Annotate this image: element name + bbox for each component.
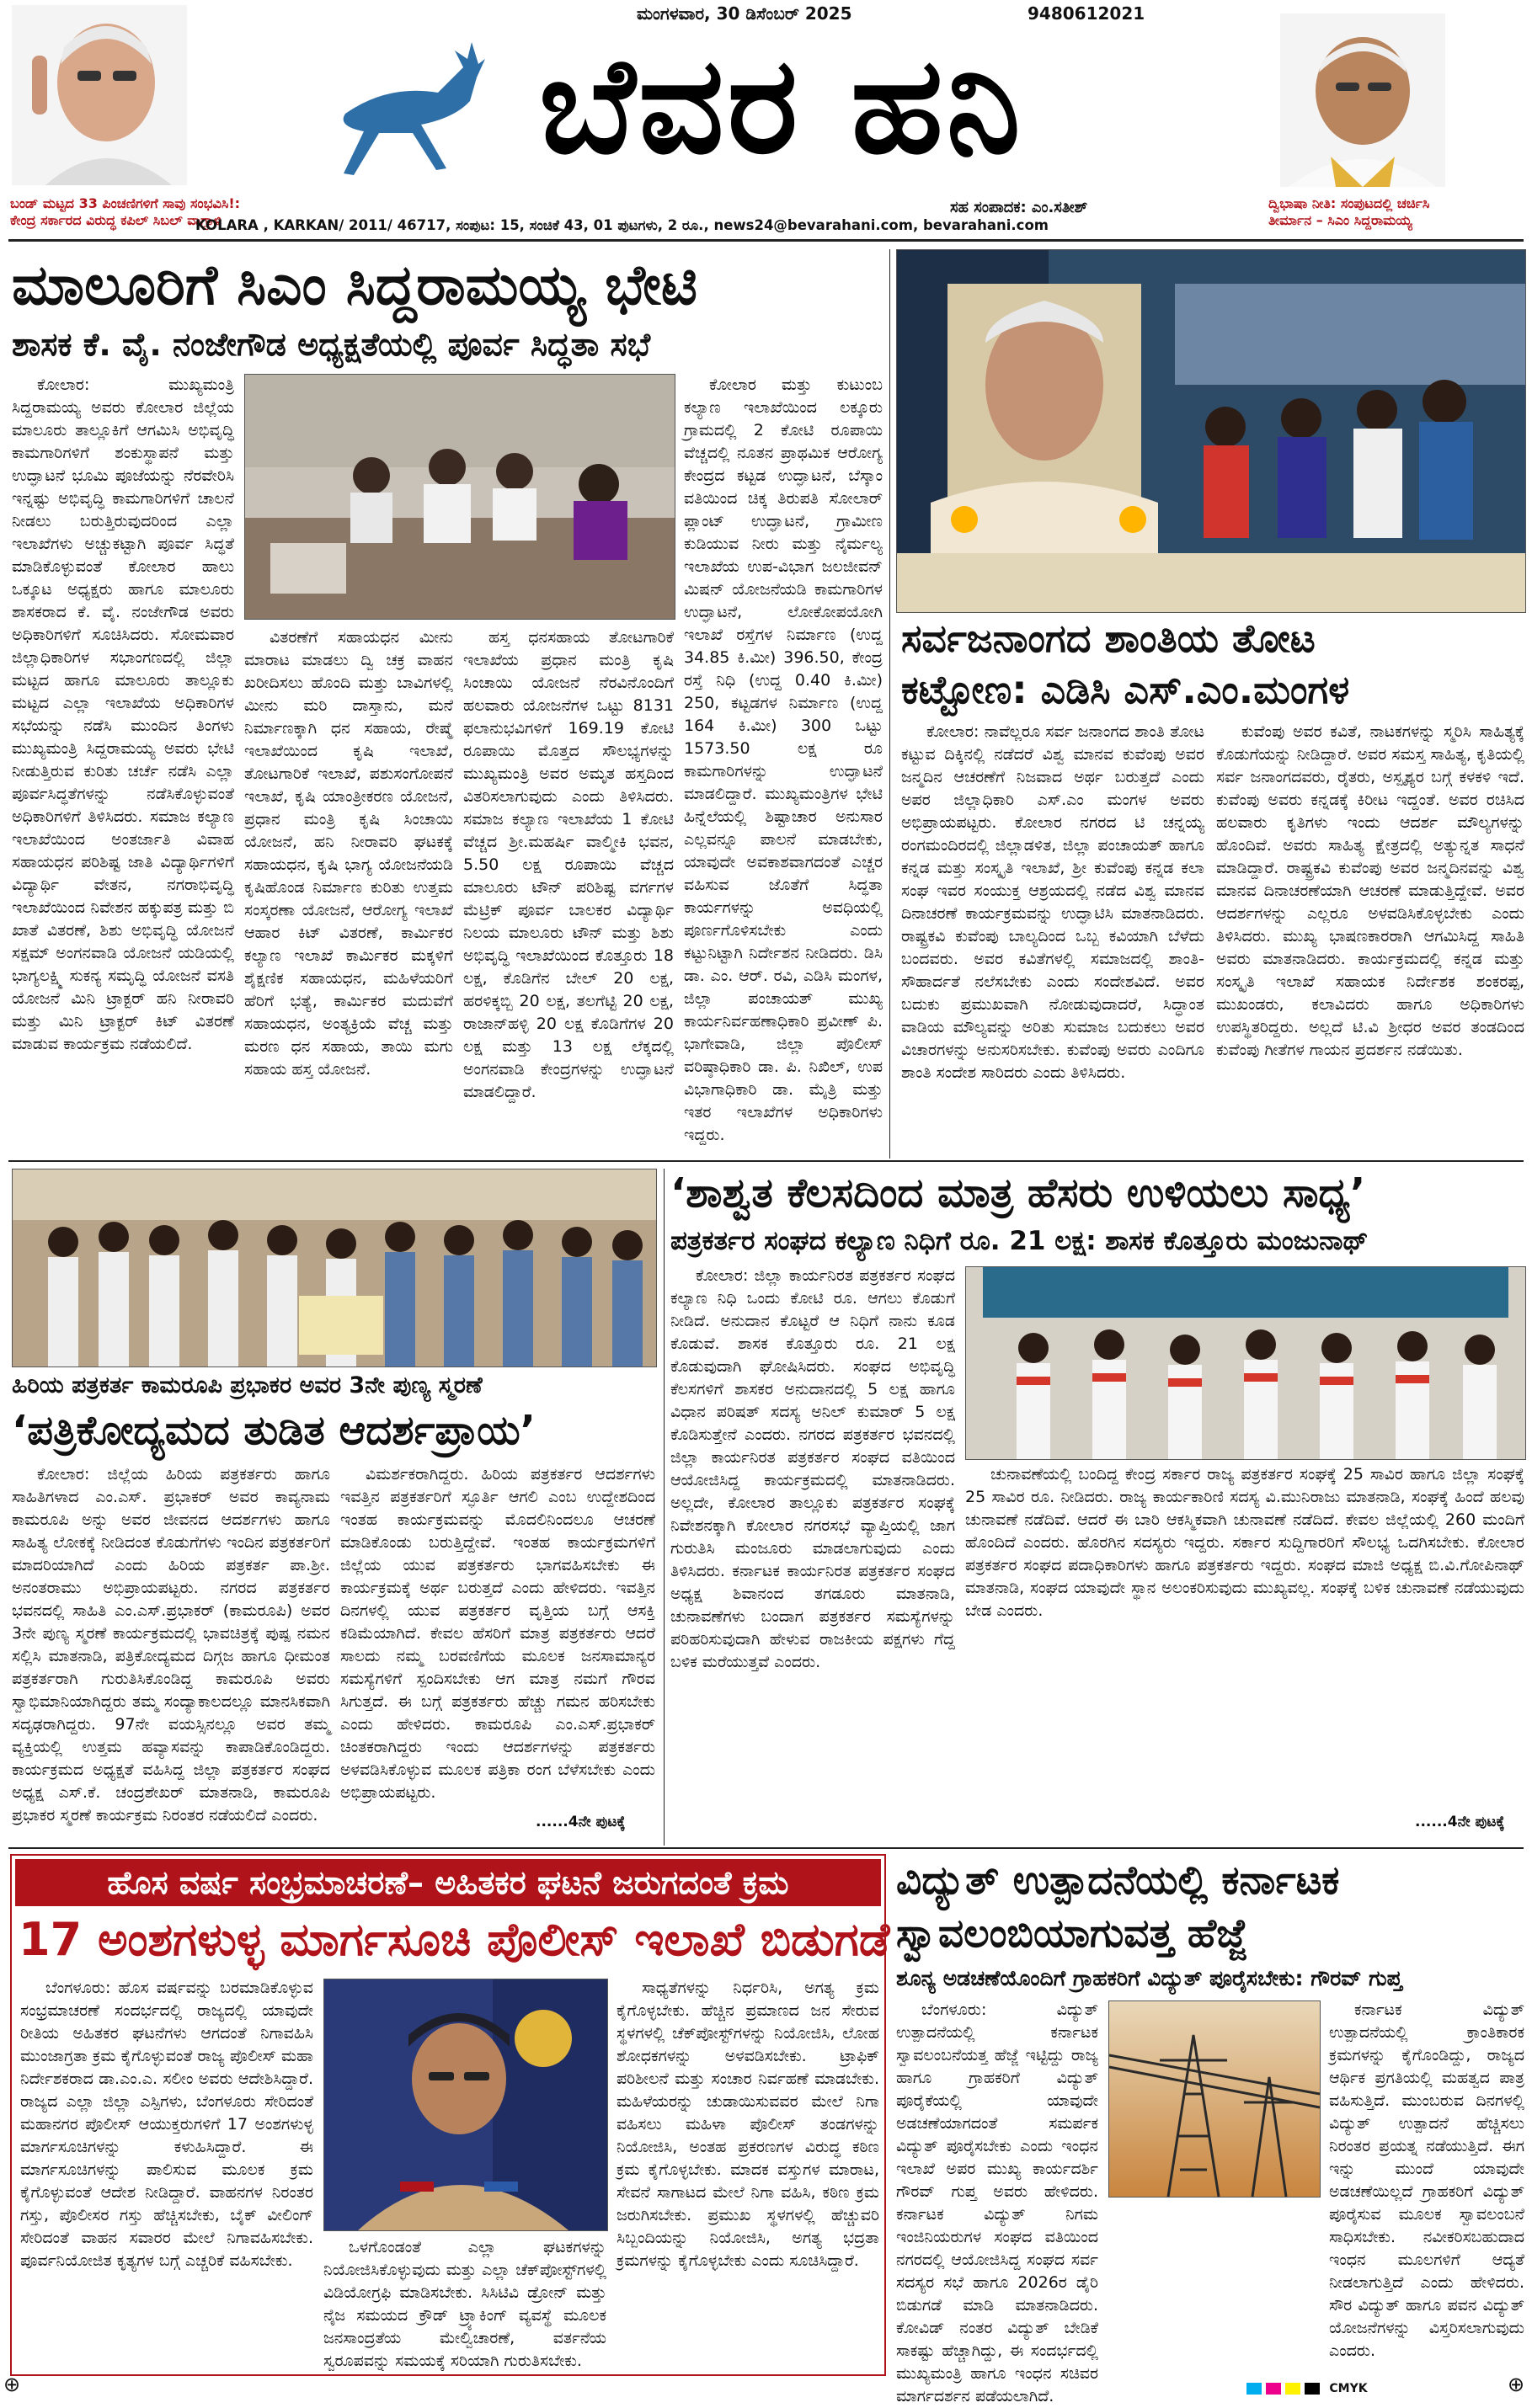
- power-col-2-text: ಕರ್ನಾಟಕ ವಿದ್ಯುತ್ ಉತ್ಪಾದನೆಯಲ್ಲಿ ಕ್ರಾಂತಿಕಾರಕ ಕ್ರಮಗಳನ್ನು ಕೈಗೊಂಡಿದ್ದು, ರಾಜ್ಯದ ಆರ್ಥಿಕ ಪ್ರಗತಿಯಲ್ಲಿ ಮಹತ್ವದ ಪಾತ್ರ ವಹಿಸುತ್ತಿದೆ. ಮುಂಬರುವ ದಿನಗಳಲ್ಲಿ ವಿದ್ಯುತ್ ಉತ್ಪಾದನೆ ಹೆಚ್ಚಿಸಲು ನಿರಂತರ ಪ್ರಯತ್ನ ನಡೆಯುತ್ತಿದೆ. ಈಗ ಇನ್ನು ಮುಂದೆ ಯಾವುದೇ ಅಡಚಣೆಯಿಲ್ಲದೆ ಗ್ರಾಹಕರಿಗೆ ವಿದ್ಯುತ್ ಪೂರೈಸುವ ಮೂಲಕ ಸ್ವಾವಲಂಬನೆ ಸಾಧಿಸಬೇಕು. ನವೀಕರಿಸಬಹುದಾದ ಇಂಧನ ಮೂಲಗಳಿಗೆ ಆದ್ಯತೆ ನೀಡಲಾಗುತ್ತಿದೆ ಎಂದು ಹೇಳಿದರು. ಸೌರ ವಿದ್ಯುತ್ ಹಾಗೂ ಪವನ ವಿದ್ಯುತ್ ಯೋಜನೆಗಳನ್ನು ವಿಸ್ತರಿಸಲಾಗುವುದು ಎಂದರು.: [1329, 2000, 1524, 2360]
- teaser-right-line1: ದ್ವಿಭಾಷಾ ನೀತಿ: ಸಂಪುಟದಲ್ಲಿ ಚರ್ಚಿಸಿ: [1268, 195, 1430, 211]
- teaser-right[interactable]: [1268, 195, 1521, 229]
- newspaper-title: ಬೆವರ ಹನಿ: [539, 29, 1024, 184]
- lead-col-4: [684, 374, 883, 1153]
- power-col-1: [896, 1999, 1098, 2405]
- memorial-headline[interactable]: ‘ಪತ್ರಿಕೋದ್ಯಮದ ತುಡಿತ ಆದರ್ಶಪ್ರಾಯ’: [12, 1407, 536, 1454]
- police-col-2-text: ಒಳಗೊಂಡಂತೆ ಎಲ್ಲಾ ಘಟಕಗಳನ್ನು ನಿಯೋಜಿಸಿಕೊಳ್ಳುವುದು ಮತ್ತು ಎಲ್ಲಾ ಚೆಕ್‌ಪೋಸ್ಟ್‌ಗಳಲ್ಲಿ ವಿಡಿಯೋಗ್ರಫಿ ಮಾಡಿಸಬೇಕು. ಸಿಸಿಟಿವಿ ಡ್ರೋನ್ ಮತ್ತು ನೈಜ ಸಮಯದ ಕ್ರೌಡ್ ಟ್ರ್ಯಾಕಿಂಗ್ ವ್ಯವಸ್ಥೆ ಮೂಲಕ ಜನಸಾಂದ್ರತೆಯ ಮೇಲ್ವಿಚಾರಣೆ, ವರ್ತನೆಯ ಸ್ವರೂಪವನ್ನು ಸಮಯಕ್ಕೆ ಸರಿಯಾಗಿ ಗುರುತಿಸಬೇಕು.: [323, 2238, 606, 2370]
- phone-number: 9480612021: [1028, 3, 1145, 24]
- lead-col-2-text: ವಿತರಣೆಗೆ ಸಹಾಯಧನ ಮೀನು ಮಾರಾಟ ಮಾಡಲು ದ್ವಿ ಚಕ್ರ ವಾಹನ ಖರೀದಿಸಲು ಹೊಂದಿ ಮತ್ತು ಬಾವಿಗಳಲ್ಲಿ ಮೀನು ಮರಿ ದಾಸ್ತಾನು, ಮನೆ ನಿರ್ಮಾಣಕ್ಕಾಗಿ ಧನ ಸಹಾಯ, ರೇಷ್ಮೆ ಇಲಾಖೆಯಿಂದ ಕೃಷಿ ಇಲಾಖೆ, ತೋಟಗಾರಿಕೆ ಇಲಾಖೆ, ಪಶುಸಂಗೋಪನೆ ಇಲಾಖೆ, ಕೃಷಿ ಯಾಂತ್ರೀಕರಣ ಯೋಜನೆ, ಪ್ರಧಾನ ಮಂತ್ರಿ ಕೃಷಿ ಸಿಂಚಾಯಿ ಯೋಜನೆ, ಹನಿ ನೀರಾವರಿ ಘಟಕಕ್ಕೆ ಸಹಾಯಧನ, ಕೃಷಿ ಭಾಗ್ಯ ಯೋಜನೆಯಡಿ ಕೃಷಿಹೊಂಡ ನಿರ್ಮಾಣ ಕುರಿತು ಉತ್ತಮ ಸಂಸ್ಕರಣಾ ಯೋಜನೆ, ಆರೋಗ್ಯ ಇಲಾಖೆ ಆಹಾರ ಕಿಟ್ ವಿತರಣೆ, ಕಾರ್ಮಿಕರ ಕಲ್ಯಾಣ ಇಲಾಖೆ ಕಾರ್ಮಿಕರ ಮಕ್ಕಳಿಗೆ ಶೈಕ್ಷಣಿಕ ಸಹಾಯಧನ, ಮಹಿಳೆಯರಿಗೆ ಹೆರಿಗೆ ಭತ್ಯೆ, ಕಾರ್ಮಿಕರ ಮದುವೆಗೆ ಸಹಾಯಧನ, ಅಂತ್ಯಕ್ರಿಯೆ ವೆಚ್ಚ ಮತ್ತು ಮರಣ ಧನ ಸಹಾಯ, ತಾಯಿ ಮಗು ಸಹಾಯ ಹಸ್ತ ಯೋಜನೆ.: [244, 628, 453, 1079]
- memorial-col-2-text: ವಿಮರ್ಶಕರಾಗಿದ್ದರು. ಹಿರಿಯ ಪತ್ರಕರ್ತರ ಆದರ್ಶಗಳು ಇವತ್ತಿನ ಪತ್ರಕರ್ತರಿಗೆ ಸ್ಫೂರ್ತಿ ಆಗಲಿ ಎಂಬ ಉದ್ದೇಶದಿಂದ ಇಂತಹ ಕಾರ್ಯಕ್ರಮವನ್ನು ಮೊದಲಿನಿಂದಲೂ ಆಚರಣೆ ಮಾಡಿಕೊಂಡು ಬರುತ್ತಿದ್ದೇವೆ. ಇಂತಹ ಕಾರ್ಯಕ್ರಮಗಳಿಗೆ ಜಿಲ್ಲೆಯ ಯುವ ಪತ್ರಕರ್ತರು ಭಾಗವಹಿಸಬೇಕು ಈ ಕಾರ್ಯಕ್ರಮಕ್ಕೆ ಅರ್ಥ ಬರುತ್ತದೆ ಎಂದು ಹೇಳಿದರು. ಇವತ್ತಿನ ದಿನಗಳಲ್ಲಿ ಯುವ ಪತ್ರಕರ್ತರ ವೃತ್ತಿಯ ಬಗ್ಗೆ ಆಸಕ್ತಿ ಕಡಿಮೆಯಾಗಿದೆ. ಕೇವಲ ಹೆಸರಿಗೆ ಮಾತ್ರ ಪತ್ರಕರ್ತರು ಆದರೆ ಸಾಲದು ನಮ್ಮ ಬರವಣಿಗೆಯ ಮೂಲಕ ಜನಸಾಮಾನ್ಯರ ಸಮಸ್ಯೆಗಳಿಗೆ ಸ್ಪಂದಿಸಬೇಕು ಆಗ ಮಾತ್ರ ನಮಗೆ ಗೌರವ ಸಿಗುತ್ತದೆ. ಈ ಬಗ್ಗೆ ಪತ್ರಕರ್ತರು ಹೆಚ್ಚು ಗಮನ ಹರಿಸಬೇಕು ಎಂದು ಹೇಳಿದರು. ಕಾಮರೂಪಿ ಎಂ.ಎಸ್.ಪ್ರಭಾಕರ್ ಚಿಂತಕರಾಗಿದ್ದರು ಇಂದು ಆದರ್ಶಗಳನ್ನು ಪತ್ರಕರ್ತರು ಅಳವಡಿಸಿಕೊಳ್ಳುವ ಮೂಲಕ ಪತ್ರಿಕಾ ರಂಗ ಬೆಳೆಸಬೇಕು ಎಂದು ಅಭಿಪ್ರಾಯಪಟ್ಟರು.: [340, 1465, 655, 1802]
- police-col-2: [323, 2236, 606, 2371]
- police-col-3: [617, 1977, 879, 2371]
- journalists-col-2-text: ಚುನಾವಣೆಯಲ್ಲಿ ಬಂದಿದ್ದ ಕೇಂದ್ರ ಸರ್ಕಾರ ರಾಜ್ಯ ಪತ್ರಕರ್ತರ ಸಂಘಕ್ಕೆ 25 ಸಾವಿರ ಹಾಗೂ ಜಿಲ್ಲಾ ಸಂಘಕ್ಕೆ 25 ಸಾವಿರ ರೂ. ನೀಡಿದರು. ರಾಜ್ಯ ಕಾರ್ಯಕಾರಿಣಿ ಸದಸ್ಯ ವಿ.ಮುನಿರಾಜು ಮಾತನಾಡಿ, ಸಂಘಕ್ಕೆ ಹಿಂದೆ ಹಲವು ಚುನಾವಣೆ ನಡೆದಿವೆ. ಆದರೆ ಈ ಬಾರಿ ಆಕಸ್ಮಿಕವಾಗಿ ಚುನಾವಣೆ ನಡೆದಿದೆ. ಕೇವಲ ಜಿಲ್ಲೆಯಲ್ಲಿ 260 ಮಂದಿಗೆ ಹೊಂದಿದೆ ಎಂದರು. ಹೊರಗಿನ ಸದಸ್ಯರು ಇದ್ದರು. ಸರ್ಕಾರ ಸುದ್ದಿಗಾರರಿಗೆ ಸೌಲಭ್ಯ ಒದಗಿಸಬೇಕು. ಕೋಲಾರ ಪತ್ರಕರ್ತರ ಸಂಘದ ಪದಾಧಿಕಾರಿಗಳು ಹಾಗೂ ಪತ್ರಕರ್ತರು ಇದ್ದರು. ಸಂಘದ ಮಾಜಿ ಅಧ್ಯಕ್ಷ ಬಿ.ವಿ.ಗೋಪಿನಾಥ್ ಮಾತನಾಡಿ, ಸಂಘದ ಯಾವುದೇ ಸ್ಥಾನ ಅಲಂಕರಿಸುವುದು ಮುಖ್ಯವಲ್ಲ. ಸಂಘಕ್ಕೆ ಬಳಿಕ ಚುನಾವಣೆ ನಡೆಯುವುದು ಬೇಡ ಎಂದರು.: [965, 1465, 1524, 1620]
- journalists-col-2: [965, 1463, 1524, 1810]
- lead-photo-meeting: [244, 374, 675, 620]
- power-headline-2[interactable]: ಸ್ವಾವಲಂಬಿಯಾಗುವತ್ತ ಹೆಜ್ಜೆ: [896, 1910, 1247, 1957]
- police-col-1: [20, 1977, 313, 2371]
- cmyk-marker: [1246, 2379, 1368, 2395]
- portrait-left: [12, 5, 187, 185]
- coeditor: ಸಹ ಸಂಪಾದಕ: ಎಂ.ಸತೀಶ್: [950, 199, 1088, 216]
- lead-col-3-text: ಹಸ್ತ ಧನಸಹಾಯ ತೋಟಗಾರಿಕೆ ಇಲಾಖೆಯ ಪ್ರಧಾನ ಮಂತ್ರಿ ಕೃಷಿ ಸಿಂಚಾಯಿ ಯೋಜನೆ ನೆರವಿನೊಂದಿಗೆ ಹಲವಾರು ಯೋಜನೆಗಳ ಒಟ್ಟು 8131 ಫಲಾನುಭವಿಗಳಿಗೆ 169.19 ಕೋಟಿ ರೂಪಾಯಿ ಮೊತ್ತದ ಸೌಲಭ್ಯಗಳನ್ನು ಮುಖ್ಯಮಂತ್ರಿ ಅವರ ಅಮೃತ ಹಸ್ತದಿಂದ ವಿತರಿಸಲಾಗುವುದು ಎಂದು ತಿಳಿಸಿದರು. ಸಮಾಜ ಕಲ್ಯಾಣ ಇಲಾಖೆಯ 1 ಕೋಟಿ ವೆಚ್ಚದ ಶ್ರೀ.ಮಹರ್ಷಿ ವಾಲ್ಮೀಕಿ ಭವನ, 5.50 ಲಕ್ಷ ರೂಪಾಯಿ ವೆಚ್ಚದ ಮಾಲೂರು ಟೌನ್ ಪರಿಶಿಷ್ಟ ವರ್ಗಗಳ ಮೆಟ್ರಿಕ್ ಪೂರ್ವ ಬಾಲಕರ ವಿದ್ಯಾರ್ಥಿ ನಿಲಯ ಮಾಲೂರು ಟೌನ್ ಮತ್ತು ಶಿಶು ಅಭಿವೃದ್ಧಿ ಇಲಾಖೆಯಿಂದ ಕೊತ್ತೂರು 18 ಲಕ್ಷ, ಕೊಡಿಗೆನ ಬೇಲ್ 20 ಲಕ್ಷ, ಹರಳಿಕ್ಕಬ್ಬಿ 20 ಲಕ್ಷ, ತಲಗೆಟ್ಟಿ 20 ಲಕ್ಷ, ರಾಜಾನ್‌ಹಳ್ಳಿ 20 ಲಕ್ಷ ಕೊಡಿಗೆಗಳ 20 ಲಕ್ಷ ಮತ್ತು 13 ಲಕ್ಷ ಲೆಕ್ಕದಲ್ಲಿ ಅಂಗನವಾಡಿ ಕೇಂದ್ರಗಳನ್ನು ಉದ್ಘಾಟನೆ ಮಾಡಲಿದ್ದಾರೆ.: [463, 628, 674, 1101]
- registration-mark-left: ⊕: [3, 2373, 21, 2396]
- kuvempu-headline-1[interactable]: ಸರ್ವಜನಾಂಗದ ಶಾಂತಿಯ ತೋಟ: [901, 615, 1316, 661]
- memorial-col-1: [12, 1463, 330, 1837]
- kuvempu-col-1: [901, 721, 1204, 1153]
- teaser-left-line1: ಬಂಡ್ ಮಟ್ಟದ 33 ಪಿಂಚಣಿಗಳಿಗೆ ಸಾವು ಸಂಭವಿಸಿ!:: [10, 195, 241, 211]
- column-rule-2: [664, 1169, 665, 1846]
- lead-subhead: ಶಾಸಕ ಕೆ. ವೈ. ನಂಜೇಗೌಡ ಅಧ್ಯಕ್ಷತೆಯಲ್ಲಿ ಪೂರ್ವ ಸಿದ್ಧತಾ ಸಭೆ: [12, 326, 651, 363]
- lead-col-3: [463, 626, 674, 1153]
- cmyk-label: CMYK: [1329, 2381, 1368, 2395]
- power-headline-1[interactable]: ವಿದ್ಯುತ್ ಉತ್ಪಾದನೆಯಲ್ಲಿ ಕರ್ನಾಟಕ: [896, 1857, 1340, 1904]
- memorial-caption: ಹಿರಿಯ ಪತ್ರಕರ್ತ ಕಾಮರೂಪಿ ಪ್ರಭಾಕರ ಅವರ 3ನೇ ಪುಣ್ಯ ಸ್ಮರಣೆ: [12, 1372, 483, 1398]
- journalists-col-1: [670, 1265, 955, 1837]
- lead-col-1-text: ಕೋಲಾರ: ಮುಖ್ಯಮಂತ್ರಿ ಸಿದ್ದರಾಮಯ್ಯ ಅವರು ಕೋಲಾರ ಜಿಲ್ಲೆಯ ಮಾಲೂರು ತಾಲ್ಲೂಕಿಗೆ ಆಗಮಿಸಿ ಅಭಿವೃದ್ಧಿ ಕಾಮಗಾರಿಗಳಿಗೆ ಶಂಕುಸ್ಥಾಪನೆ ಮತ್ತು ಉದ್ಘಾಟನೆ ಭೂಮಿ ಪೂಜೆಯನ್ನು ನೆರವೇರಿಸಿ ಇನ್ನಷ್ಟು ಅಭಿವೃದ್ಧಿ ಕಾಮಗಾರಿಗಳಿಗೆ ಚಾಲನೆ ನೀಡಲು ಬರುತ್ತಿರುವುದರಿಂದ ಎಲ್ಲಾ ಇಲಾಖೆಗಳು ಅಚ್ಚುಕಟ್ಟಾಗಿ ಪೂರ್ವ ಸಿದ್ಧತೆ ಮಾಡಿಕೊಳ್ಳುವಂತೆ ಕೋಲಾರ ಹಾಲು ಒಕ್ಕೂಟ ಅಧ್ಯಕ್ಷರು ಹಾಗೂ ಮಾಲೂರು ಶಾಸಕರಾದ ಕೆ. ವೈ. ನಂಜೇಗೌಡ ಅವರು ಅಧಿಕಾರಿಗಳಿಗೆ ಸೂಚಿಸಿದರು. ಸೋಮವಾರ ಜಿಲ್ಲಾಧಿಕಾರಿಗಳ ಸಭಾಂಗಣದಲ್ಲಿ ಜಿಲ್ಲಾ ಮಟ್ಟದ ಹಾಗೂ ಮಾಲೂರು ತಾಲ್ಲೂಕು ಮಟ್ಟದ ಎಲ್ಲಾ ಇಲಾಖೆಯ ಅಧಿಕಾರಿಗಳ ಸಭೆಯನ್ನು ನಡೆಸಿ ಮುಂದಿನ ತಿಂಗಳು ಮುಖ್ಯಮಂತ್ರಿ ಸಿದ್ದರಾಮಯ್ಯ ಅವರು ಭೇಟಿ ನೀಡುತ್ತಿರುವ ಕುರಿತು ಚರ್ಚೆ ನಡೆಸಿ ಎಲ್ಲಾ ಪೂರ್ವಸಿದ್ಧತೆಗಳನ್ನು ನಡೆಸಿಕೊಳ್ಳುವಂತೆ ಅಧಿಕಾರಿಗಳಿಗೆ ತಿಳಿಸಿದರು. ಸಮಾಜ ಕಲ್ಯಾಣ ಇಲಾಖೆಯಿಂದ ಅಂತರ್ಜಾತಿ ವಿವಾಹ ಸಹಾಯಧನ ಪರಿಶಿಷ್ಟ ಜಾತಿ ವಿದ್ಯಾರ್ಥಿಗಳಿಗೆ ವಿದ್ಯಾರ್ಥಿ ವೇತನ, ನಗರಾಭಿವೃದ್ಧಿ ಇಲಾಖೆಯಿಂದ ನಿವೇಶನ ಹಕ್ಕುಪತ್ರ ಮತ್ತು ಬಿ ಖಾತೆ ವಿತರಣೆ, ಶಿಶು ಅಭಿವೃದ್ಧಿ ಯೋಜನೆ ಸಕ್ಷಮ್ ಅಂಗನವಾಡಿ ಯೋಜನೆ ಯಡಿಯಲ್ಲಿ ಭಾಗ್ಯಲಕ್ಷ್ಮಿ ಸುಕನ್ಯ ಸಮೃದ್ಧಿ ಯೋಜನೆ ವಸತಿ ಯೋಜನೆ ಮಿನಿ ಟ್ರಾಕ್ಟರ್ ಹನಿ ನೀರಾವರಿ ಮತ್ತು ಮಿನಿ ಟ್ರಾಕ್ಟರ್ ಕಿಟ್ ವಿತರಣೆ ಮಾಡುವ ಕಾರ್ಯಕ್ರಮ ನಡೆಯಲಿದೆ.: [12, 376, 234, 1053]
- column-rule: [889, 249, 890, 1159]
- kuvempu-col-1-text: ಕೋಲಾರ: ನಾವೆಲ್ಲರೂ ಸರ್ವ ಜನಾಂಗದ ಶಾಂತಿ ತೋಟ ಕಟ್ಟುವ ದಿಕ್ಕಿನಲ್ಲಿ ನಡೆದರೆ ವಿಶ್ವ ಮಾನವ ಕುವೆಂಪು ಅವರ ಜನ್ಮದಿನ ಆಚರಣೆಗೆ ನಿಜವಾದ ಅರ್ಥ ಬರುತ್ತದೆ ಎಂದು ಅಪರ ಜಿಲ್ಲಾಧಿಕಾರಿ ಎಸ್.ಎಂ ಮಂಗಳ ಅವರು ಅಭಿಪ್ರಾಯಪಟ್ಟರು. ಕೋಲಾರ ನಗರದ ಟಿ ಚನ್ನಯ್ಯ ರಂಗಮಂದಿರದಲ್ಲಿ ಜಿಲ್ಲಾಡಳಿತ, ಜಿಲ್ಲಾ ಪಂಚಾಯತ್ ಹಾಗೂ ಕನ್ನಡ ಮತ್ತು ಸಂಸ್ಕೃತಿ ಇಲಾಖೆ, ಶ್ರೀ ಕುವೆಂಪು ಕನ್ನಡ ಕಲಾ ಸಂಘ ಇವರ ಸಂಯುಕ್ತ ಆಶ್ರಯದಲ್ಲಿ ನಡೆದ ವಿಶ್ವ ಮಾನವ ದಿನಾಚರಣೆ ಕಾರ್ಯಕ್ರಮವನ್ನು ಉದ್ಘಾಟಿಸಿ ಮಾತನಾಡಿದರು. ರಾಷ್ಟ್ರಕವಿ ಕುವೆಂಪು ಬಾಲ್ಯದಿಂದ ಒಬ್ಬ ಕವಿಯಾಗಿ ಬೆಳೆದು ಬಂದವರು. ಅವರ ಕವಿತೆಗಳಲ್ಲಿ ಸಮಾಜದಲ್ಲಿ ಶಾಂತಿ-ಸೌಹಾರ್ದತೆ ನಲೆಸಬೇಕು ಎಂದು ಸಂದೇಶವಿದೆ. ಅವರ ಬದುಕು ಪ್ರಮುಖವಾಗಿ ನೋಡುವುದಾದರೆ, ಸಿದ್ಧಾಂತ ವಾಡಿಯ ಮೌಲ್ಯವನ್ನು ಅರಿತು ಸುಮಾಜ ಬದುಕಲು ಅವರ ವಿಚಾರಗಳನ್ನು ಅನುಸರಿಸಬೇಕು. ಕುವೆಂಪು ಅವರು ಎಂದಿಗೂ ಶಾಂತಿ ಸಂದೇಶ ಸಾರಿದರು ಎಂದು ತಿಳಿಸಿದರು.: [901, 722, 1204, 1082]
- journalists-headline[interactable]: ‘ಶಾಶ್ವತ ಕೆಲಸದಿಂದ ಮಾತ್ರ ಹೆಸರು ಉಳಿಯಲು ಸಾಧ್ಯ’: [670, 1169, 1366, 1217]
- memorial-photo: [12, 1169, 657, 1367]
- kuvempu-headline-2[interactable]: ಕಟ್ಟೋಣ: ಎಡಿಸಿ ಎಸ್.ಎಂ.ಮಂಗಳ: [901, 667, 1350, 712]
- journalists-continued[interactable]: ......4ನೇ ಪುಟಕ್ಕೆ: [1415, 1814, 1505, 1830]
- power-subhead: ಶೂನ್ಯ ಅಡಚಣೆಯೊಂದಿಗೆ ಗ್ರಾಹಕರಿಗೆ ವಿದ್ಯುತ್ ಪೂರೈಸಬೇಕು: ಗೌರವ್ ಗುಪ್ತ: [896, 1966, 1402, 1990]
- lead-col-4-text: ಕೋಲಾರ ಮತ್ತು ಕುಟುಂಬ ಕಲ್ಯಾಣ ಇಲಾಖೆಯಿಂದ ಲಕ್ಕೂರು ಗ್ರಾಮದಲ್ಲಿ 2 ಕೋಟಿ ರೂಪಾಯಿ ವೆಚ್ಚದಲ್ಲಿ ನೂತನ ಪ್ರಾಥಮಿಕ ಆರೋಗ್ಯ ಕೇಂದ್ರದ ಕಟ್ಟಡ ಉದ್ಘಾಟನೆ, ಬೆಸ್ಕಾಂ ವತಿಯಿಂದ ಚಿಕ್ಕ ತಿರುಪತಿ ಸೋಲಾರ್ ಪ್ಲಾಂಟ್ ಉದ್ಘಾಟನೆ, ಗ್ರಾಮೀಣ ಕುಡಿಯುವ ನೀರು ಮತ್ತು ನೈರ್ಮಲ್ಯ ಇಲಾಖೆಯ ಉಪ-ವಿಭಾಗ ಜಲಜೀವನ್ ಮಿಷನ್ ಯೋಜನೆಯಡಿ ಕಾಮಗಾರಿಗಳ ಉದ್ಘಾಟನೆ, ಲೋಕೋಪಯೋಗಿ ಇಲಾಖೆ ರಸ್ತೆಗಳ ನಿರ್ಮಾಣ (ಉದ್ದ 34.85 ಕಿ.ಮೀ) 396.50, ಕೇಂದ್ರ ರಸ್ತೆ ನಿಧಿ (ಉದ್ದ 0.40 ಕಿ.ಮೀ) 250, ಕಟ್ಟಡಗಳ ನಿರ್ಮಾಣ (ಉದ್ದ 164 ಕಿ.ಮೀ) 300 ಒಟ್ಟು 1573.50 ಲಕ್ಷ ರೂ ಕಾಮಗಾರಿಗಳನ್ನು ಉದ್ಘಾಟನೆ ಮಾಡಲಿದ್ದಾರೆ. ಮುಖ್ಯಮಂತ್ರಿಗಳ ಭೇಟಿ ಹಿನ್ನೆಲೆಯಲ್ಲಿ ಶಿಷ್ಟಾಚಾರ ಅನುಸಾರ ಎಲ್ಲವನ್ನೂ ಪಾಲನೆ ಮಾಡಬೇಕು, ಯಾವುದೇ ಅವಕಾಶವಾಗದಂತೆ ಎಚ್ಚರ ವಹಿಸುವ ಜೊತೆಗೆ ಸಿದ್ಧತಾ ಕಾರ್ಯಗಳನ್ನು ಅವಧಿಯಲ್ಲಿ ಪೂರ್ಣಗೊಳಿಸಬೇಕು ಎಂದು ಕಟ್ಟುನಿಟ್ಟಾಗಿ ನಿರ್ದೇಶನ ನೀಡಿದರು. ಡಿಸಿ ಡಾ. ಎಂ. ಆರ್. ರವಿ, ಎಡಿಸಿ ಮಂಗಳ, ಜಿಲ್ಲಾ ಪಂಚಾಯತ್ ಮುಖ್ಯ ಕಾರ್ಯನಿರ್ವಹಣಾಧಿಕಾರಿ ಪ್ರವೀಣ್ ಪಿ. ಭಾಗೇವಾಡಿ, ಜಿಲ್ಲಾ ಪೊಲೀಸ್ ವರಿಷ್ಠಾಧಿಕಾರಿ ಡಾ. ಪಿ. ನಿಖಿಲ್, ಉಪ ವಿಭಾಗಾಧಿಕಾರಿ ಡಾ. ಮೈತ್ರಿ ಮತ್ತು ಇತರ ಇಲಾಖೆಗಳ ಅಧಿಕಾರಿಗಳು ಇದ್ದರು.: [684, 376, 883, 1144]
- teaser-left-line2: ಕೇಂದ್ರ ಸರ್ಕಾರದ ವಿರುದ್ಧ ಕಪಿಲ್ ಸಿಬಲ್ ವಾಗ್ದಾಳಿ: [10, 212, 222, 228]
- memorial-col-2: [340, 1463, 655, 1810]
- power-photo-tower: [1108, 2000, 1321, 2198]
- portrait-right: [1280, 13, 1445, 187]
- lead-headline[interactable]: ಮಾಲೂರಿಗೆ ಸಿಎಂ ಸಿದ್ದರಾಮಯ್ಯ ಭೇಟಿ: [12, 253, 698, 317]
- section-rule-1: [8, 1160, 1524, 1162]
- masthead: [0, 0, 1532, 237]
- kuvempu-col-2-text: ಕುವೆಂಪು ಅವರ ಕವಿತೆ, ನಾಟಕಗಳನ್ನು ಸ್ಮರಿಸಿ ಸಾಹಿತ್ಯಕ್ಕೆ ಕೊಡುಗೆಯನ್ನು ನೀಡಿದ್ದಾರೆ. ಅವರ ಸಮಸ್ತ ಸಾಹಿತ್ಯ, ಕೃತಿಯಲ್ಲಿ ಸರ್ವ ಜನಾಂಗದವರು, ರೈತರು, ಅಸ್ಪೃಶ್ಯರ ಬಗ್ಗೆ ಕಳಕಳಿ ಇದೆ. ಕುವೆಂಪು ಅವರು ಕನ್ನಡಕ್ಕೆ ಕಿರೀಟ ಇದ್ದಂತೆ. ಅವರ ರಚಿಸಿದ ಹಲವಾರು ಕೃತಿಗಳು ಇಂದು ಆದರ್ಶ ಮೌಲ್ಯಗಳನ್ನು ಹೊಂದಿವೆ. ಅವರು ಸಾಹಿತ್ಯ ಕ್ಷೇತ್ರದಲ್ಲಿ ಅತ್ಯುನ್ನತ ಸಾಧನೆ ಮಾಡಿದ್ದಾರೆ. ರಾಷ್ಟ್ರಕವಿ ಕುವೆಂಪು ಅವರ ಜನ್ಮದಿನವನ್ನು ವಿಶ್ವ ಮಾನವ ದಿನಾಚರಣೆಯಾಗಿ ಆಚರಣೆ ಮಾಡುತ್ತಿದ್ದೇವೆ. ಅವರ ಆದರ್ಶಗಳನ್ನು ಎಲ್ಲರೂ ಅಳವಡಿಸಿಕೊಳ್ಳಬೇಕು ಎಂದು ತಿಳಿಸಿದರು. ಮುಖ್ಯ ಭಾಷಣಕಾರರಾಗಿ ಆಗಮಿಸಿದ್ದ ಸಾಹಿತಿ ಅವರು ಮಾತನಾಡಿದರು. ಕಾರ್ಯಕ್ರಮದಲ್ಲಿ ಕನ್ನಡ ಮತ್ತು ಸಂಸ್ಕೃತಿ ಇಲಾಖೆ ಸಹಾಯಕ ನಿರ್ದೇಶಕ ಶಂಕರಪ್ಪ, ಮುಖಂಡರು, ಕಲಾವಿದರು ಹಾಗೂ ಅಧಿಕಾರಿಗಳು ಉಪಸ್ಥಿತರಿದ್ದರು. ಅಲ್ಲದೆ ಟಿ.ವಿ ಶ್ರೀಧರ ಅವರ ತಂಡದಿಂದ ಕುವೆಂಪು ಗೀತೆಗಳ ಗಾಯನ ಪ್ರದರ್ಶನ ನಡೆಯಿತು.: [1216, 722, 1524, 1059]
- masthead-rule: [8, 239, 1524, 242]
- police-headline[interactable]: 17 ಅಂಶಗಳುಳ್ಳ ಮಾರ್ಗಸೂಚಿ ಪೊಲೀಸ್ ಇಲಾಖೆ ಬಿಡುಗಡೆ: [19, 1913, 890, 1966]
- kuvempu-photo: [896, 249, 1526, 613]
- power-col-1-text: ಬೆಂಗಳೂರು: ವಿದ್ಯುತ್ ಉತ್ಪಾದನೆಯಲ್ಲಿ ಕರ್ನಾಟಕ ಸ್ವಾವಲಂಬನೆಯತ್ತ ಹೆಜ್ಜೆ ಇಟ್ಟಿದ್ದು ರಾಜ್ಯ ಹಾಗೂ ಗ್ರಾಹಕರಿಗೆ ವಿದ್ಯುತ್ ಪೂರೈಕೆಯಲ್ಲಿ ಯಾವುದೇ ಅಡಚಣೆಯಾಗದಂತೆ ಸಮರ್ಪಕ ವಿದ್ಯುತ್ ಪೂರೈಸಬೇಕು ಎಂದು ಇಂಧನ ಇಲಾಖೆ ಅಪರ ಮುಖ್ಯ ಕಾರ್ಯದರ್ಶಿ ಗೌರವ್ ಗುಪ್ತ ಅವರು ಹೇಳಿದರು. ಕರ್ನಾಟಕ ವಿದ್ಯುತ್ ನಿಗಮ ಇಂಜಿನಿಯರುಗಳ ಸಂಘದ ವತಿಯಿಂದ ನಗರದಲ್ಲಿ ಆಯೋಜಿಸಿದ್ದ ಸಂಘದ ಸರ್ವ ಸದಸ್ಯರ ಸಭೆ ಹಾಗೂ 2026ರ ಡೈರಿ ಬಿಡುಗಡೆ ಮಾಡಿ ಮಾತನಾಡಿದರು. ಕೋವಿಡ್ ನಂತರ ವಿದ್ಯುತ್ ಬೇಡಿಕೆ ಸಾಕಷ್ಟು ಹೆಚ್ಚಾಗಿದ್ದು, ಈ ಸಂದರ್ಭದಲ್ಲಿ ಮುಖ್ಯಮಂತ್ರಿ ಹಾಗೂ ಇಂಧನ ಸಚಿವರ ಮಾರ್ಗದರ್ಶನ ಪಡೆಯಲಾಗಿದೆ.: [896, 2000, 1098, 2405]
- kuvempu-col-2: [1216, 721, 1524, 1153]
- registration-mark-right: ⊕: [1508, 2373, 1525, 2396]
- section-rule-2: [8, 1847, 1524, 1849]
- registration-line: KOLARA , KARKAN/ 2011/ 46717, ಸಂಪುಟ: 15, ಸಂಚಿಕೆ 43, 01 ಪುಟಗಳು, 2 ರೂ., news24@bevarahani.com, bevarahani.com: [195, 217, 1049, 233]
- police-col-3-text: ಸಾಧ್ಯತೆಗಳನ್ನು ನಿರ್ಧರಿಸಿ, ಅಗತ್ಯ ಕ್ರಮ ಕೈಗೊಳ್ಳಬೇಕು. ಹೆಚ್ಚಿನ ಪ್ರಮಾಣದ ಜನ ಸೇರುವ ಸ್ಥಳಗಳಲ್ಲಿ ಚೆಕ್‌ಪೋಸ್ಟ್‌ಗಳನ್ನು ನಿಯೋಜಿಸಿ, ಲೋಹ ಶೋಧಕಗಳನ್ನು ಅಳವಡಿಸಬೇಕು. ಟ್ರಾಫಿಕ್ ಪರಿಶೀಲನೆ ಮತ್ತು ಸಂಚಾರ ನಿರ್ವಹಣೆ ಮಾಡಬೇಕು. ಮಹಿಳೆಯರನ್ನು ಚುಡಾಯಿಸುವವರ ಮೇಲೆ ನಿಗಾ ವಹಿಸಲು ಮಹಿಳಾ ಪೊಲೀಸ್ ತಂಡಗಳನ್ನು ನಿಯೋಜಿಸಿ, ಅಂತಹ ಪ್ರಕರಣಗಳ ವಿರುದ್ಧ ಕಠಿಣ ಕ್ರಮ ಕೈಗೊಳ್ಳಬೇಕು. ಮಾದಕ ವಸ್ತುಗಳ ಮಾರಾಟ, ಸೇವನೆ ಸಾಗಾಟದ ಮೇಲೆ ನಿಗಾ ವಹಿಸಿ, ಕಠಿಣ ಕ್ರಮ ಜರುಗಿಸಬೇಕು. ಪ್ರಮುಖ ಸ್ಥಳಗಳಲ್ಲಿ ಹೆಚ್ಚುವರಿ ಸಿಬ್ಬಂದಿಯನ್ನು ನಿಯೋಜಿಸಿ, ಅಗತ್ಯ ಭದ್ರತಾ ಕ್ರಮಗಳನ್ನು ಕೈಗೊಳ್ಳಬೇಕು ಎಂದು ಸೂಚಿಸಿದ್ದಾರೆ.: [617, 1979, 879, 2270]
- memorial-continued[interactable]: ......4ನೇ ಪುಟಕ್ಕೆ: [536, 1814, 626, 1830]
- journalists-col-1-text: ಕೋಲಾರ: ಜಿಲ್ಲಾ ಕಾರ್ಯನಿರತ ಪತ್ರಕರ್ತರ ಸಂಘದ ಕಲ್ಯಾಣ ನಿಧಿ ಒಂದು ಕೋಟಿ ರೂ. ಆಗಲು ಕೊಡುಗೆ ನೀಡಿದೆ. ಅನುದಾನ ಕೊಟ್ಟರೆ ಆ ನಿಧಿಗೆ ನಾನು ಕೂಡ ಕೊಡುವೆ. ಶಾಸಕ ಕೊತ್ತೂರು ರೂ. 21 ಲಕ್ಷ ಕೊಡುವುದಾಗಿ ಘೋಷಿಸಿದರು. ಸಂಘದ ಅಭಿವೃದ್ಧಿ ಕೆಲಸಗಳಿಗೆ ಶಾಸಕರ ಅನುದಾನದಲ್ಲಿ 5 ಲಕ್ಷ ಹಾಗೂ ವಿಧಾನ ಪರಿಷತ್ ಸದಸ್ಯ ಅನಿಲ್ ಕುಮಾರ್ 5 ಲಕ್ಷ ಕೊಡಿಸುತ್ತೇನೆ ಎಂದರು. ನಗರದ ಪತ್ರಕರ್ತರ ಭವನದಲ್ಲಿ ಜಿಲ್ಲಾ ಕಾರ್ಯನಿರತ ಪತ್ರಕರ್ತರ ಸಂಘದ ವತಿಯಿಂದ ಆಯೋಜಿಸಿದ್ದ ಕಾರ್ಯಕ್ರಮದಲ್ಲಿ ಮಾತನಾಡಿದರು. ಅಲ್ಲದೇ, ಕೋಲಾರ ತಾಲ್ಲೂಕು ಪತ್ರಕರ್ತರ ಸಂಘಕ್ಕೆ ನಿವೇಶನಕ್ಕಾಗಿ ಕೋಲಾರ ನಗರಸಭೆ ವ್ಯಾಪ್ತಿಯಲ್ಲಿ ಜಾಗ ಗುರುತಿಸಿ ಮಂಜೂರು ಮಾಡಲಾಗುವುದು ಎಂದು ತಿಳಿಸಿದರು. ಕರ್ನಾಟಕ ಕಾರ್ಯನಿರತ ಪತ್ರಕರ್ತರ ಸಂಘದ ಅಧ್ಯಕ್ಷ ಶಿವಾನಂದ ತಗಡೂರು ಮಾತನಾಡಿ, ಚುನಾವಣೆಗಳು ಬಂದಾಗ ಪತ್ರಕರ್ತರ ಸಮಸ್ಯೆಗಳನ್ನು ಪರಿಹರಿಸುವುದಾಗಿ ಹೇಳುವ ರಾಜಕೀಯ ಪಕ್ಷಗಳು ಗೆದ್ದ ಬಳಿಕ ಮರೆಯುತ್ತವೆ ಎಂದರು.: [670, 1266, 955, 1671]
- power-col-2: [1329, 1999, 1524, 2374]
- journalists-subhead: ಪತ್ರಕರ್ತರ ಸಂಘದ ಕಲ್ಯಾಣ ನಿಧಿಗೆ ರೂ. 21 ಲಕ್ಷ: ಶಾಸಕ ಕೊತ್ತೂರು ಮಂಜುನಾಥ್: [670, 1226, 1369, 1256]
- police-photo: [323, 1979, 608, 2231]
- issue-date: ಮಂಗಳವಾರ, 30 ಡಿಸೆಂಬರ್ 2025: [637, 3, 852, 24]
- police-kicker: ಹೊಸ ವರ್ಷ ಸಂಭ್ರಮಾಚರಣೆ– ಅಹಿತಕರ ಘಟನೆ ಜರುಗದಂತೆ ಕ್ರಮ: [15, 1859, 881, 1906]
- lead-col-1: [12, 374, 234, 1153]
- teaser-right-line2: ತೀರ್ಮಾನ – ಸಿಎಂ ಸಿದ್ದರಾಮಯ್ಯ: [1268, 212, 1412, 228]
- journalists-photo: [965, 1266, 1526, 1460]
- memorial-col-1-text: ಕೋಲಾರ: ಜಿಲ್ಲೆಯ ಹಿರಿಯ ಪತ್ರಕರ್ತರು ಹಾಗೂ ಸಾಹಿತಿಗಳಾದ ಎಂ.ಎಸ್. ಪ್ರಭಾಕರ್ ಅವರ ಕಾವ್ಯನಾಮ ಕಾಮರೂಪಿ ಅನ್ನು ಅವರ ಜೀವನದ ಆದರ್ಶಗಳು ಹಾಗೂ ಸಾಹಿತ್ಯ ಲೋಕಕ್ಕೆ ನೀಡಿದಂತ ಕೊಡುಗೆಗಳು ಇಂದಿನ ಪತ್ರಕರ್ತರಿಗೆ ಮಾದರಿಯಾಗಿದೆ ಎಂದು ಹಿರಿಯ ಪತ್ರಕರ್ತ ಪಾ.ಶ್ರೀ. ಅನಂತರಾಮು ಅಭಿಪ್ರಾಯಪಟ್ಟರು. ನಗರದ ಪತ್ರಕರ್ತರ ಭವನದಲ್ಲಿ ಸಾಹಿತಿ ಎಂ.ಎಸ್.ಪ್ರಭಾಕರ್ (ಕಾಮರೂಪಿ) ಅವರ 3ನೇ ಪುಣ್ಯ ಸ್ಮರಣೆ ಕಾರ್ಯಕ್ರಮದಲ್ಲಿ ಭಾವಚಿತ್ರಕ್ಕೆ ಪುಷ್ಪ ನಮನ ಸಲ್ಲಿಸಿ ಮಾತನಾಡಿ, ಪತ್ರಿಕೋದ್ಯಮದ ದಿಗ್ಗಜ ಹಾಗೂ ಧೀಮಂತ ಪತ್ರಕರ್ತರಾಗಿ ಗುರುತಿಸಿಕೊಂಡಿದ್ದ ಕಾಮರೂಪಿ ಅವರು ಸ್ವಾಭಿಮಾನಿಯಾಗಿದ್ದರು ತಮ್ಮ ಸಂದ್ಯಾಕಾಲದಲ್ಲೂ ಮಾನಸಿಕವಾಗಿ ಸದೃಢರಾಗಿದ್ದರು. 97ನೇ ವಯಸ್ಸಿನಲ್ಲೂ ಅವರ ತಮ್ಮ ವ್ಯಕ್ತಿಯಲ್ಲಿ ಉತ್ತಮ ಹವ್ಯಾಸವನ್ನು ಕಾಪಾಡಿಕೊಂಡಿದ್ದರು. ಕಾರ್ಯಕ್ರಮದ ಅಧ್ಯಕ್ಷತೆ ವಹಿಸಿದ್ದ ಜಿಲ್ಲಾ ಪತ್ರಕರ್ತರ ಸಂಘದ ಅಧ್ಯಕ್ಷ ಎಸ್.ಕೆ. ಚಂದ್ರಶೇಖರ್ ಮಾತನಾಡಿ, ಕಾಮರೂಪಿ ಪ್ರಭಾಕರ ಸ್ಮರಣೆ ಕಾರ್ಯಕ್ರಮ ನಿರಂತರ ನಡೆಯಲಿದೆ ಎಂದರು.: [12, 1465, 330, 1825]
- deer-logo-icon: [320, 34, 505, 185]
- police-col-1-text: ಬೆಂಗಳೂರು: ಹೊಸ ವರ್ಷವನ್ನು ಬರಮಾಡಿಕೊಳ್ಳುವ ಸಂಭ್ರಮಾಚರಣೆ ಸಂದರ್ಭದಲ್ಲಿ ರಾಜ್ಯದಲ್ಲಿ ಯಾವುದೇ ರೀತಿಯ ಅಹಿತಕರ ಘಟನೆಗಳು ಆಗದಂತೆ ನಿಗಾವಹಿಸಿ ಮುಂಜಾಗ್ರತಾ ಕ್ರಮ ಕೈಗೊಳ್ಳುವಂತೆ ರಾಜ್ಯ ಪೊಲೀಸ್ ಮಹಾ ನಿರ್ದೇಶಕರಾದ ಡಾ.ಎಂ.ಎ. ಸಲೀಂ ಅವರು ಆದೇಶಿಸಿದ್ದಾರೆ. ರಾಜ್ಯದ ಎಲ್ಲಾ ಜಿಲ್ಲಾ ಎಸ್ಪಿಗಳು, ಬೆಂಗಳೂರು ಸೇರಿದಂತೆ ಮಹಾನಗರ ಪೊಲೀಸ್ ಆಯುಕ್ತರುಗಳಿಗೆ 17 ಅಂಶಗಳುಳ್ಳ ಮಾರ್ಗಸೂಚಿಗಳನ್ನು ಕಳುಹಿಸಿದ್ದಾರೆ. ಈ ಮಾರ್ಗಸೂಚಿಗಳನ್ನು ಪಾಲಿಸುವ ಮೂಲಕ ಕ್ರಮ ಕೈಗೊಳ್ಳುವಂತೆ ಆದೇಶ ನೀಡಿದ್ದಾರೆ. ವಾಹನಗಳ ನಿರಂತರ ಗಸ್ತು, ಪೊಲೀಸರ ಗಸ್ತು ಹೆಚ್ಚಿಸಬೇಕು, ಬೈಕ್ ವೀಲಿಂಗ್ ಸೇರಿದಂತೆ ವಾಹನ ಸವಾರರ ಮೇಲೆ ನಿಗಾವಹಿಸಬೇಕು. ಪೂರ್ವನಿಯೋಜಿತ ಕೃತ್ಯಗಳ ಬಗ್ಗೆ ಎಚ್ಚರಿಕೆ ವಹಿಸಬೇಕು.: [20, 1979, 313, 2270]
- lead-col-2: [244, 626, 453, 1153]
